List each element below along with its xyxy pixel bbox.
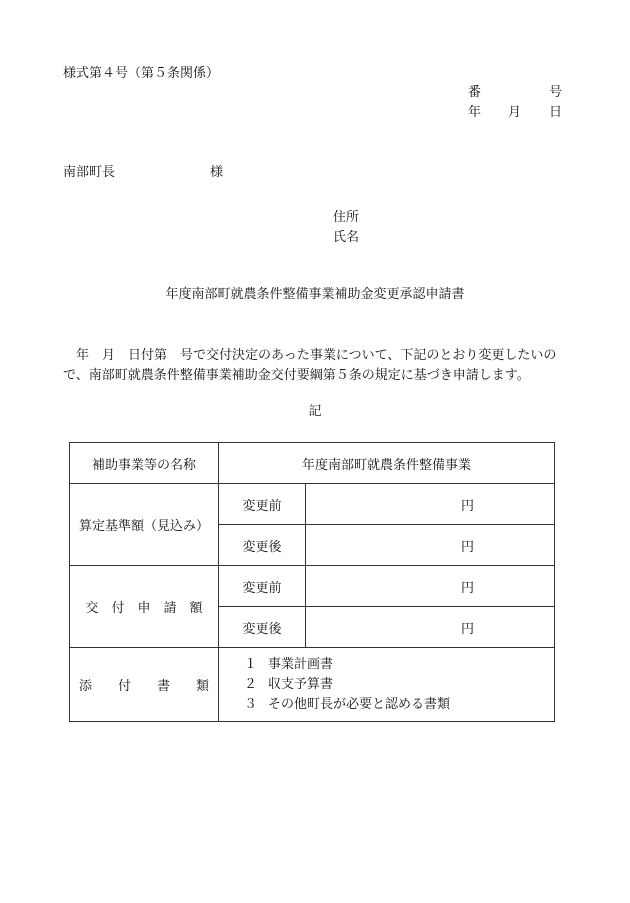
reference-block (468, 86, 564, 126)
attachments-list (219, 648, 555, 722)
table-row (70, 648, 555, 722)
addressee (63, 165, 224, 180)
table-row (70, 566, 555, 607)
addressee-name: 南部町長 (63, 165, 116, 180)
estimated-after-label: 変更後 (219, 525, 306, 566)
grant-request-label: 交 付 申 請 額 (70, 566, 219, 648)
date-day: 日 (549, 105, 563, 120)
document-title: 年度南部町就農条件整備事業補助金変更承認申請書 (165, 287, 465, 302)
attachment-item: ２ 収支予算書 (244, 676, 334, 692)
estimated-base-label: 算定基準額（見込み） (70, 484, 219, 566)
project-name-value: 年度南部町就農条件整備事業 (219, 443, 555, 484)
address-label: 住所 (333, 210, 360, 225)
table-row (70, 443, 555, 484)
grant-after-label: 変更後 (219, 607, 306, 648)
addressee-suffix: 様 (210, 165, 224, 180)
reference-number-line (468, 86, 564, 106)
attachments-label: 添 付 書 類 (70, 648, 219, 722)
date-year: 年 (468, 105, 482, 120)
applicant-block (333, 208, 359, 248)
attachment-item: １ 事業計画書 (244, 656, 334, 672)
body-paragraph: 年 月 日付第 号で交付決定のあった事業について、下記のとおり変更したいので、南部町就農条件整備事業補助金交付要綱第５条の規定に基づき申請します。 (63, 348, 557, 383)
table-row (70, 484, 555, 525)
grant-before-label: 変更前 (219, 566, 306, 607)
estimated-after-amount: 円 (306, 525, 555, 566)
date-line (468, 106, 564, 126)
reference-number-label: 番 (468, 85, 482, 100)
grant-after-amount: 円 (306, 607, 555, 648)
ki-heading: 記 (308, 404, 322, 419)
reference-number-suffix: 号 (549, 85, 563, 100)
date-month: 月 (508, 105, 522, 120)
attachment-item: ３ その他町長が必要と認める書類 (244, 696, 451, 712)
name-label: 氏名 (333, 230, 360, 245)
form-number: 様式第４号（第５条関係） (63, 66, 220, 81)
grant-before-amount: 円 (306, 566, 555, 607)
project-name-label: 補助事業等の名称 (70, 443, 219, 484)
application-table (69, 442, 555, 722)
estimated-before-amount: 円 (306, 484, 555, 525)
estimated-before-label: 変更前 (219, 484, 306, 525)
